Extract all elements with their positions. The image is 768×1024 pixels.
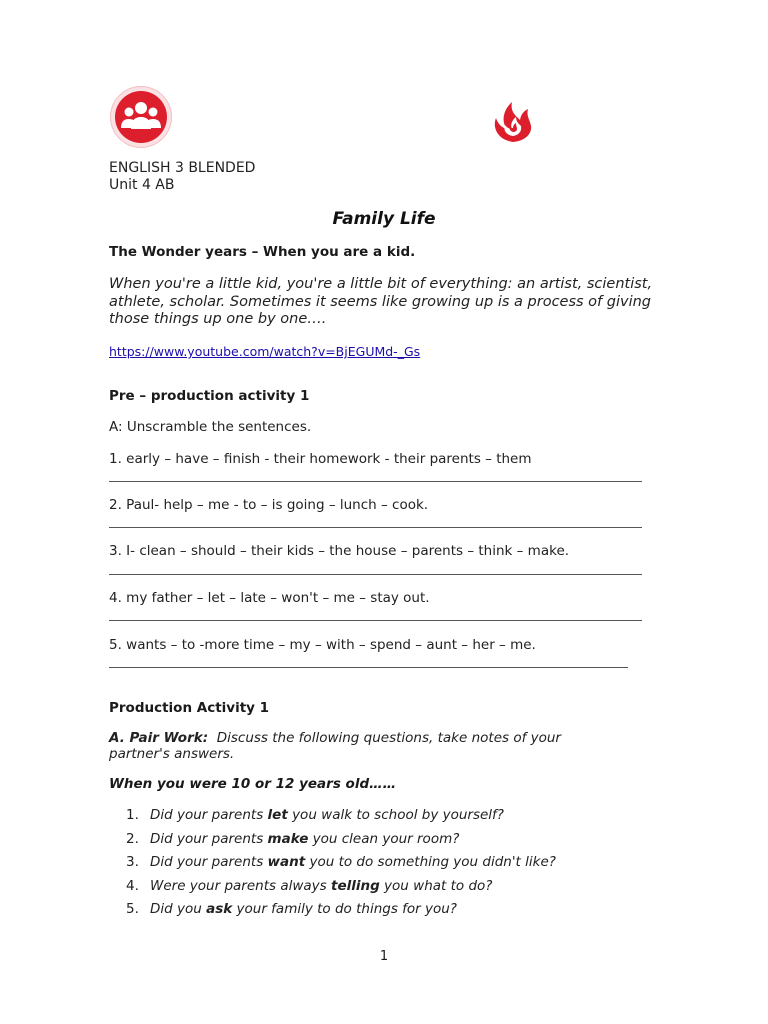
- page-number: 1: [379, 949, 389, 964]
- pair-work-instruction: [109, 730, 609, 762]
- sentence-item-2: 2. Paul- help – me - to – is going – lunch – cook.: [109, 497, 429, 513]
- question-item-5: 5. Did you ask your family to do things for you?: [126, 901, 457, 917]
- course-header: [109, 160, 255, 194]
- unscramble-instruction: A: Unscramble the sentences.: [109, 419, 312, 435]
- question-item-1: 1. Did your parents let you walk to school by yourself?: [126, 807, 504, 823]
- page-title: Family Life: [332, 209, 436, 229]
- question-item-3: 3. Did your parents want you to do something you didn't like?: [126, 854, 556, 870]
- subtitle: The Wonder years – When you are a kid.: [109, 244, 416, 260]
- when-heading: When you were 10 or 12 years old……: [109, 776, 397, 792]
- question-item-4: 4. Were your parents always telling you what to do?: [126, 877, 493, 894]
- flame-logo-icon: [490, 98, 536, 144]
- family-group-icon: [115, 91, 167, 143]
- sentence-item-3: 3. I- clean – should – their kids – the house – parents – think – make.: [109, 543, 570, 559]
- course-name: ENGLISH 3 BLENDED: [109, 160, 256, 176]
- question-list: [126, 806, 556, 924]
- pair-work-text: Discuss the following questions, take notes of your partner's answers.: [109, 730, 561, 762]
- pre-production-heading: Pre – production activity 1: [109, 388, 310, 404]
- video-link[interactable]: https://www.youtube.com/watch?v=BjEGUMd-_Gs: [109, 344, 421, 359]
- answer-line-1[interactable]: [109, 481, 642, 482]
- unit-label: Unit 4 AB: [109, 177, 175, 193]
- production-heading: Production Activity 1: [109, 700, 270, 716]
- answer-line-5[interactable]: [109, 667, 628, 668]
- answer-line-4[interactable]: [109, 620, 642, 621]
- intro-quote: When you're a little kid, you're a little bit of everything: an artist, scientist, athlete, scholar. Sometimes it seems like growing up is a process of giving those things up one by one….: [109, 276, 653, 327]
- question-item-2: 2. Did your parents make you clean your room?: [126, 830, 460, 847]
- family-group-logo: [110, 86, 172, 148]
- sentence-item-1: 1. early – have – finish - their homework - their parents – them: [109, 451, 532, 467]
- answer-line-2[interactable]: [109, 527, 642, 528]
- pair-work-label: A. Pair Work:: [109, 730, 209, 746]
- sentence-item-5: 5. wants – to -more time – my – with – spend – aunt – her – me.: [109, 637, 536, 653]
- answer-line-3[interactable]: [109, 574, 642, 575]
- sentence-item-4: 4. my father – let – late – won't – me – stay out.: [109, 590, 430, 606]
